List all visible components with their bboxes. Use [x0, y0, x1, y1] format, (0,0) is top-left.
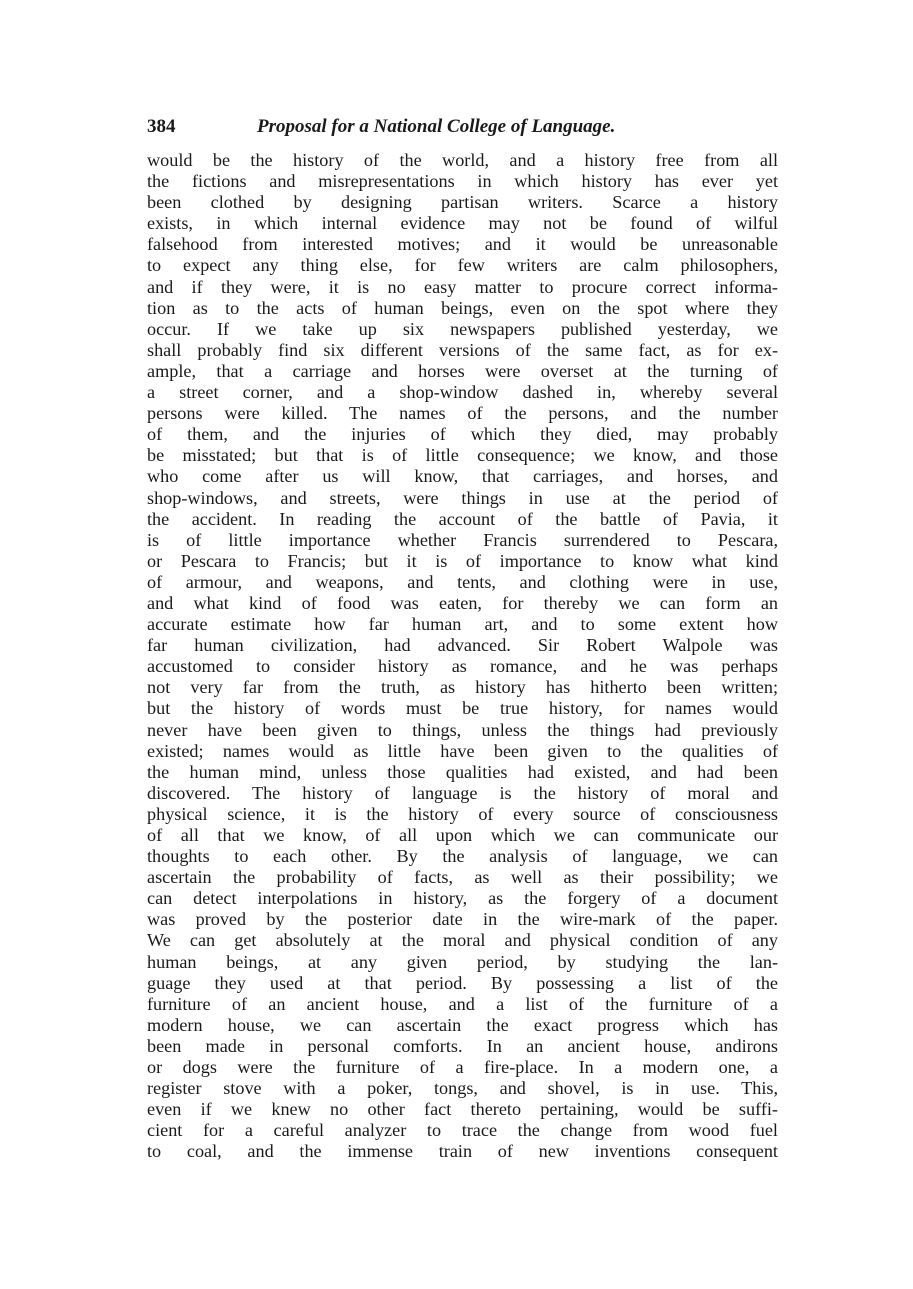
text-line: furniture of an ancient house, and a list of the furniture of a: [147, 993, 778, 1014]
text-line: ample, that a carriage and horses were overset at the turning of: [147, 360, 778, 381]
text-line: falsehood from interested motives; and it would be unreasonable: [147, 234, 778, 255]
text-line: modern house, we can ascertain the exact progress which has: [147, 1014, 778, 1035]
text-line: been made in personal comforts. In an ancient house, andirons: [147, 1035, 778, 1056]
text-line: tion as to the acts of human beings, even on the spot where they: [147, 297, 778, 318]
text-line: discovered. The history of language is the history of moral and: [147, 782, 778, 803]
text-line: accustomed to consider history as romance, and he was perhaps: [147, 656, 778, 677]
text-line: the human mind, unless those qualities had existed, and had been: [147, 761, 778, 782]
text-line: existed; names would as little have been given to the qualities of: [147, 740, 778, 761]
text-line: physical science, it is the history of every source of consciousness: [147, 803, 778, 824]
text-line: is of little importance whether Francis surrendered to Pescara,: [147, 529, 778, 550]
text-line: and if they were, it is no easy matter to procure correct informa-: [147, 276, 778, 297]
text-line: of armour, and weapons, and tents, and clothing were in use,: [147, 571, 778, 592]
text-line: human beings, at any given period, by studying the lan-: [147, 951, 778, 972]
text-line: of all that we know, of all upon which we can communicate our: [147, 825, 778, 845]
body-text: [147, 150, 778, 1163]
text-line: a street corner, and a shop-window dashed in, whereby several: [147, 382, 778, 403]
text-line: or Pescara to Francis; but it is of importance to know what kind: [147, 550, 778, 571]
text-line: who come after us will know, that carriages, and horses, and: [147, 466, 778, 487]
text-line: been clothed by designing partisan writers. Scarce a history: [147, 192, 778, 213]
page-number: 384: [147, 116, 176, 137]
text-line: persons were killed. The names of the persons, and the number: [147, 403, 778, 424]
text-line: even if we knew no other fact thereto pertaining, would be suffi-: [147, 1099, 778, 1120]
text-line: but the history of words must be true history, for names would: [147, 698, 778, 719]
running-title: Proposal for a National College of Language.: [257, 116, 616, 137]
text-line: exists, in which internal evidence may not be found of wilful: [147, 213, 778, 234]
text-line: occur. If we take up six newspapers published yesterday, we: [147, 318, 778, 339]
text-line: far human civilization, had advanced. Sir Robert Walpole was: [147, 635, 778, 656]
text-line: to coal, and the immense train of new inventions consequent: [147, 1141, 778, 1162]
text-line: never have been given to things, unless the things had previously: [147, 719, 778, 740]
text-line: the fictions and misrepresentations in which history has ever yet: [147, 171, 778, 192]
text-line: be misstated; but that is of little consequence; we know, and those: [147, 445, 778, 466]
text-line: guage they used at that period. By possessing a list of the: [147, 972, 778, 993]
text-line: shall probably find six different versions of the same fact, as for ex-: [147, 339, 778, 360]
text-line: would be the history of the world, and a history free from all: [147, 150, 778, 170]
text-line: of them, and the injuries of which they died, may probably: [147, 424, 778, 445]
book-page: [147, 116, 778, 1163]
text-line: and what kind of food was eaten, for thereby we can form an: [147, 592, 778, 613]
text-line: cient for a careful analyzer to trace the change from wood fuel: [147, 1120, 778, 1141]
page-header: [147, 116, 778, 142]
text-line: thoughts to each other. By the analysis of language, we can: [147, 846, 778, 867]
text-line: shop-windows, and streets, were things in use at the period of: [147, 487, 778, 508]
text-line: not very far from the truth, as history has hitherto been written;: [147, 677, 778, 698]
text-line: ascertain the probability of facts, as well as their possibility; we: [147, 867, 778, 888]
text-line: We can get absolutely at the moral and physical condition of any: [147, 930, 778, 951]
text-line: or dogs were the furniture of a fire-place. In a modern one, a: [147, 1057, 778, 1078]
text-line: was proved by the posterior date in the wire-mark of the paper.: [147, 909, 778, 930]
text-line: can detect interpolations in history, as the forgery of a document: [147, 888, 778, 909]
text-line: to expect any thing else, for few writers are calm philosophers,: [147, 255, 778, 276]
text-line: accurate estimate how far human art, and to some extent how: [147, 614, 778, 635]
text-line: register stove with a poker, tongs, and shovel, is in use. This,: [147, 1078, 778, 1099]
text-line: the accident. In reading the account of the battle of Pavia, it: [147, 508, 778, 529]
